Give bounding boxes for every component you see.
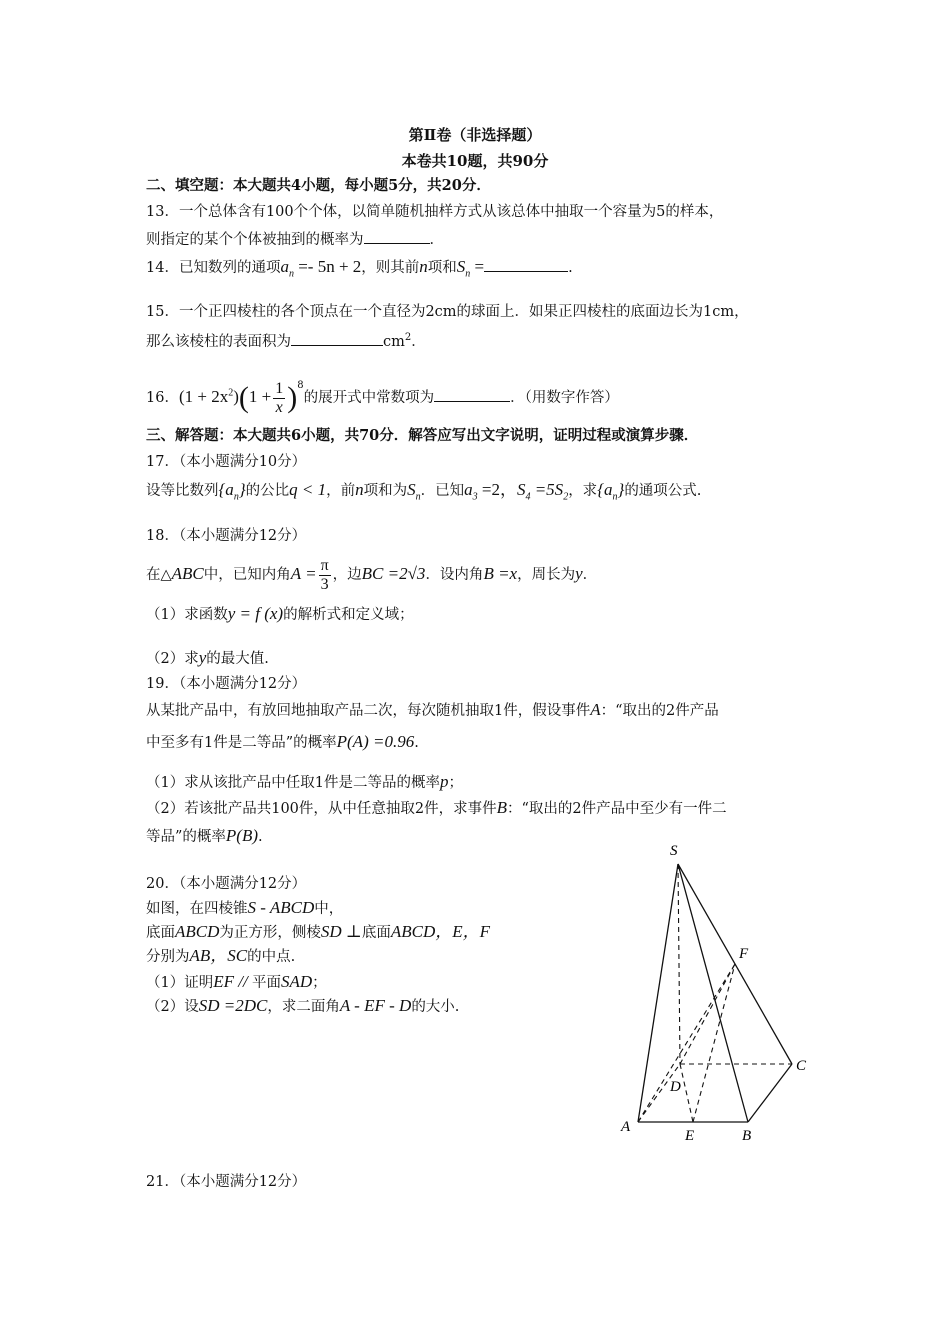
q16-text: 的展开式中常数项为 [303, 390, 435, 406]
q15-line1: 15．一个正四棱柱的各个顶点在一个直径为2cm的球面上．如果正四棱柱的底面边长为1cm， [146, 304, 749, 320]
edge-SD [678, 864, 680, 1064]
q15-line2: 那么该棱柱的表面积为 $cm^2$． [146, 328, 426, 352]
q18-title: 18．（本小题满分12分） [146, 528, 307, 544]
q20-line2: 底面ABCD为正方形，侧棱SD ⊥底面ABCD，E，F [146, 922, 491, 941]
edge-DF [680, 964, 735, 1064]
q20-title: 20．（本小题满分12分） [146, 876, 307, 892]
q16-expr2: 1 + [248, 387, 272, 406]
q19-sub2: （2）若该批产品共100件，从中任意抽取2件，求事件B：“取出的2件产品中至少有一件二 [146, 798, 727, 817]
q14-s: $S_n$ [456, 257, 471, 280]
pyramid-figure [610, 836, 820, 1156]
q21-title: 21．（本小题满分12分） [146, 1174, 307, 1190]
section-fill-heading: 二、填空题：本大题共4小题，每小题5分，共20分． [146, 177, 491, 194]
q14-n: n [419, 257, 428, 276]
q17-title: 17．（本小题满分10分） [146, 454, 307, 470]
edge-DE [680, 1064, 693, 1122]
label-S: S [670, 843, 678, 859]
q19-line1: 从某批产品中，有放回地抽取产品二次，每次随机抽取1件，假设事件A：“取出的2件产品 [146, 700, 719, 719]
q18-sub1: （1）求函数y = f (x)的解析式和定义域； [146, 604, 414, 623]
q14-eq: = [470, 257, 485, 276]
q13-end: ． [429, 232, 444, 248]
q17-an: $\{a_n\}$ [218, 480, 246, 503]
q14-answer-blank[interactable] [484, 256, 568, 272]
edge-EF [693, 964, 735, 1122]
q15-unit: cm [383, 333, 405, 350]
section-answer-heading: 三、解答题：本大题共6小题，共70分．解答应写出文字说明，证明过程或演算步骤． [146, 427, 699, 444]
q14-line [146, 256, 573, 284]
q14-text2: ，则其前 [361, 260, 420, 276]
q16-exponent: 8 [297, 380, 304, 391]
q15-answer-blank[interactable] [291, 330, 383, 346]
q18-fraction: $\frac{\pi}{3}$ [320, 556, 329, 593]
q13-answer-blank[interactable] [364, 228, 430, 244]
label-F: F [739, 946, 749, 962]
q19-sub1: （1）求从该批产品中任取1件是二等品的概率p； [146, 772, 463, 791]
part-title: 第Ⅱ卷（非选择题） [408, 126, 542, 144]
part-subtitle: 本卷共10题，共90分 [401, 152, 549, 170]
edge-BC [748, 1064, 792, 1122]
q13-line1: 13．一个总体含有100个个体，以简单随机抽样方式从该总体中抽取一个容量为5的样本， [146, 204, 724, 220]
q20-line3: 分别为AB，SC的中点. [146, 946, 296, 965]
q16-line: 16．$(1 + 2x^2)(1$ + $\frac{1}{x}$ )$^8$的展开式中常数项为 ．（用数字作答） [146, 379, 619, 416]
q17-line: 设等比数列$\{a_n\}$的公比q < 1，前n项和为$S_n$．已知$a_3 =2$，$S_4 =5S_2$，求$\{a_n\}$的通项公式. [146, 480, 702, 503]
q15-text: 那么该棱柱的表面积为 [146, 333, 291, 350]
q14-end: . [568, 260, 573, 276]
q16-number: 16． [146, 390, 179, 406]
q14-a: $a_n$ [280, 257, 294, 280]
q16-expr1: $(1 + 2x^2)$ [178, 387, 239, 406]
edge-AF [638, 964, 735, 1122]
q16-fraction: $\frac{1}{x}$ [275, 379, 284, 416]
label-B: B [742, 1128, 752, 1144]
label-E: E [685, 1128, 695, 1144]
q19-title: 19．（本小题满分12分） [146, 676, 307, 692]
q14-text1: 14．已知数列的通项 [146, 260, 281, 276]
q20-line1: 如图，在四棱锥S - ABCD中， [146, 898, 344, 917]
q20-sub2: （2）设SD =2DC，求二面角A - EF - D的大小. [146, 996, 460, 1015]
q19-sub2-cont: 等品”的概率P(B). [146, 826, 263, 845]
q14-text3: 项和 [427, 260, 457, 276]
q16-answer-blank[interactable] [434, 386, 510, 402]
label-D: D [670, 1079, 681, 1095]
label-C: C [796, 1058, 807, 1074]
q14-formula: =- 5n + 2 [293, 257, 362, 276]
q16-end: ．（用数字作答） [510, 390, 619, 406]
q20-sub1: （1）证明EF // 平面SAD； [146, 972, 327, 991]
edge-SB [678, 864, 748, 1122]
q13-text: 则指定的某个个体被抽到的概率为 [146, 232, 364, 248]
q18-sub2: （2）求y的最大值. [146, 648, 269, 667]
q15-end: ． [411, 333, 426, 350]
label-A: A [621, 1119, 631, 1135]
q18-line: 在△ABC中，已知内角A = $\frac{\pi}{3}$ ，边BC =2√3．设内角B =x，周长为y． [146, 556, 598, 593]
q19-line2: 中至多有1件是二等品”的概率P(A) =0.96. [146, 732, 419, 751]
q13-line2 [146, 228, 444, 250]
